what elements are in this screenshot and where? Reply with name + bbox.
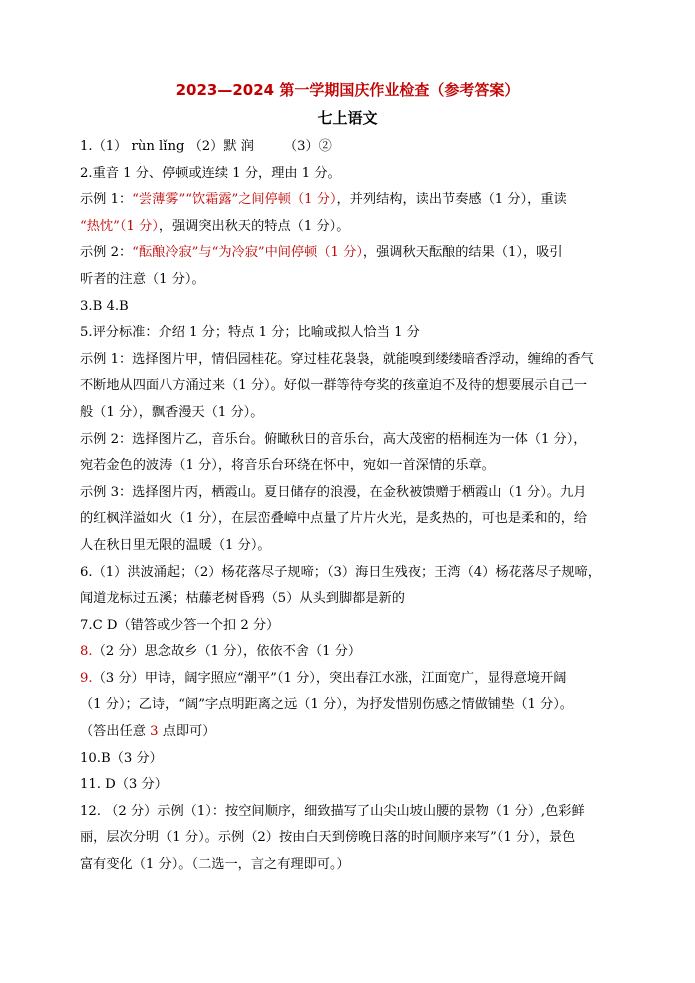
answer-line-12: 示例 2：选择图片乙，音乐台。俯瞰秋日的音乐台，高大茂密的梧桐连为一体（1 分），: [80, 431, 587, 447]
red-question-number: 8.: [80, 644, 93, 660]
answer-line-25: 11. D（3 分）: [80, 777, 168, 793]
answer-line-15: 的红枫洋溢如火（1 分），在层峦叠嶂中点量了片片火光，是炙热的，可也是柔和的，给: [80, 511, 588, 527]
answer-line-1: 1.（1） rùn lǐng （2）默 润 （3）②: [80, 139, 332, 154]
answer-line-23: （答出任意 3 点即可）: [80, 724, 216, 740]
answer-line-26: 12. （2 分）示例（1）：按空间顺序，细致描写了山尖山坡山腰的景物（1 分）,色彩鲜: [80, 803, 585, 819]
red-example-text: “尝薄雾”“饮霜露”之间停顿（1 分）: [132, 192, 337, 208]
answer-line-11: 般（1 分），飘香漫天（1 分）。: [80, 404, 264, 420]
answer-line-8: 5.评分标准：介绍 1 分；特点 1 分；比喻或拟人恰当 1 分: [80, 325, 420, 341]
answer-line-27: 丽，层次分明（1 分）。示例（2）按由白天到傍晚日落的时间顺序来写”（1 分），景色: [80, 830, 576, 846]
answer-line-7: 3.B 4.B: [80, 298, 129, 314]
answer-line-14: 示例 3：选择图片丙，栖霞山。夏日储存的浪漫，在金秋被馈赠于栖霞山（1 分）。九月: [80, 484, 587, 500]
answer-line-4: “热忱”（1 分），强调突出秋天的特点（1 分）。: [80, 218, 350, 234]
answer-line-16: 人在秋日里无限的温暖（1 分）。: [80, 537, 271, 553]
document-title: 2023—2024 第一学期国庆作业检查（参考答案）: [175, 81, 520, 99]
answer-line-24: 10.B（3 分）: [80, 750, 163, 766]
answer-line-28: 富有变化（1 分）。（二选一，言之有理即可。）: [80, 857, 350, 873]
answer-line-10: 不断地从四面八方涌过来（1 分）。好似一群等待夸奖的孩童迫不及待的想要展示自己一: [80, 378, 588, 394]
answer-line-3: 示例 1：“尝薄雾”“饮霜露”之间停顿（1 分），并列结构，读出节奏感（1 分），重读: [80, 192, 567, 208]
answer-line-20: 8.（2 分）思念故乡（1 分），依依不舍（1 分）: [80, 644, 362, 660]
answer-line-13: 宛若金色的波涛（1 分），将音乐台环绕在怀中，宛如一首深情的乐章。: [80, 458, 495, 474]
answer-line-5: 示例 2：“酝酿冷寂”与“为冷寂”中间停顿（1 分），强调秋天酝酿的结果（1），吸引: [80, 245, 563, 261]
answer-body: [80, 134, 635, 879]
answer-line-22: （1 分）；乙诗，“阔”字点明距离之远（1 分），为抒发惜别伤感之情做铺垫（1 分）。: [80, 697, 573, 713]
answer-line-21: 9.（3 分）甲诗，阔字照应“潮平”（1 分），突出春江水涨，江面宽广，显得意境开阔: [80, 670, 567, 686]
answer-line-6: 听者的注意（1 分）。: [80, 271, 205, 287]
red-number: 3: [150, 724, 159, 740]
red-example-text: “酝酿冷寂”与“为冷寂”中间停顿（1 分）: [132, 245, 363, 261]
answer-line-17: 6.（1）洪波涌起；（2）杨花落尽子规啼；（3）海日生残夜；王湾（4）杨花落尽子规啼，: [80, 564, 601, 580]
answer-line-18: 闻道龙标过五溪；枯藤老树昏鸦（5）从头到脚都是新的: [80, 591, 405, 607]
red-question-number: 9.: [80, 670, 93, 686]
answer-line-9: 示例 1：选择图片甲，情侣园桂花。穿过桂花袅袅，就能嗅到缕缕暗香浮动，缠绵的香气: [80, 351, 594, 367]
answer-line-19: 7.C D（错答或少答一个扣 2 分）: [80, 617, 280, 633]
document-subtitle: 七上语文: [317, 109, 378, 127]
red-example-text: “热忱”（1 分）: [80, 218, 159, 234]
answer-line-2: 2.重音 1 分、停顿或连续 1 分，理由 1 分。: [80, 165, 341, 181]
